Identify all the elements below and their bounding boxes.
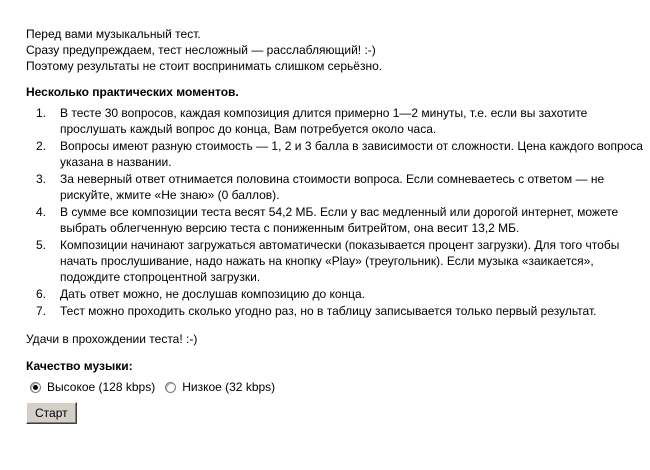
rule-text: В сумме все композиции теста весят 54,2 МБ. Если у вас медленный или дорогой интернет, можете выбрать облегченную версию теста с пониженным битрейтом, она весит 13,2 МБ. (60, 205, 619, 235)
rule-item-2 (26, 138, 650, 170)
rule-item-5 (26, 237, 650, 285)
quality-title: Качество музыки: (26, 359, 133, 373)
quality-options (30, 378, 650, 396)
good-luck-text: Удачи в прохождении теста! :-) (26, 332, 198, 346)
rule-item-1 (26, 105, 650, 137)
rule-item-3 (26, 171, 650, 203)
rule-item-7 (26, 303, 650, 319)
rule-number: 4. (36, 205, 47, 219)
rule-number: 1. (36, 106, 47, 120)
start-button[interactable]: Старт (26, 402, 77, 424)
rule-text: В тесте 30 вопросов, каждая композиция длится примерно 1—2 минуты, т.е. если вы захотите прослушать каждый вопрос до конца, Вам потребуется около часа. (60, 106, 588, 136)
rule-text: За неверный ответ отнимается половина стоимости вопроса. Если сомневаетесь с ответом — не рискуйте, жмите «Не знаю» (0 баллов). (60, 172, 605, 202)
rule-number: 2. (36, 139, 47, 153)
rule-item-4 (26, 204, 650, 236)
quality-low-label[interactable]: Низкое (32 kbps) (182, 380, 276, 394)
rules-list (26, 105, 650, 319)
rule-text: Композиции начинают загружаться автоматически (показывается процент загрузки). Для того чтобы начать прослушивание, надо нажать на кнопку «Play» (треугольник). Если музыка «заикается», подождите стопроцентной загрузки. (60, 238, 620, 284)
notes-title: Несколько практических моментов. (26, 85, 239, 99)
rule-text: Вопросы имеют разную стоимость — 1, 2 и 3 балла в зависимости от сложности. Цена каждого вопроса указана в названии. (60, 139, 643, 169)
quality-high-radio[interactable] (30, 382, 41, 393)
quality-low-radio[interactable] (165, 382, 176, 393)
rule-item-6 (26, 286, 650, 302)
rule-number: 5. (36, 238, 47, 252)
intro-line-2: Сразу предупреждаем, тест несложный — расслабляющий! :-) (26, 43, 376, 57)
intro-text (26, 26, 650, 74)
intro-line-1: Перед вами музыкальный тест. (26, 27, 201, 41)
rule-number: 3. (36, 172, 47, 186)
rule-number: 7. (36, 304, 47, 318)
rule-text: Тест можно проходить сколько угодно раз, но в таблицу записывается только первый результат. (60, 304, 597, 318)
rule-text: Дать ответ можно, не дослушав композицию до конца. (60, 287, 366, 301)
intro-line-3: Поэтому результаты не стоит воспринимать слишком серьёзно. (26, 59, 383, 73)
quality-high-label[interactable]: Высокое (128 kbps) (47, 380, 156, 394)
rule-number: 6. (36, 287, 47, 301)
